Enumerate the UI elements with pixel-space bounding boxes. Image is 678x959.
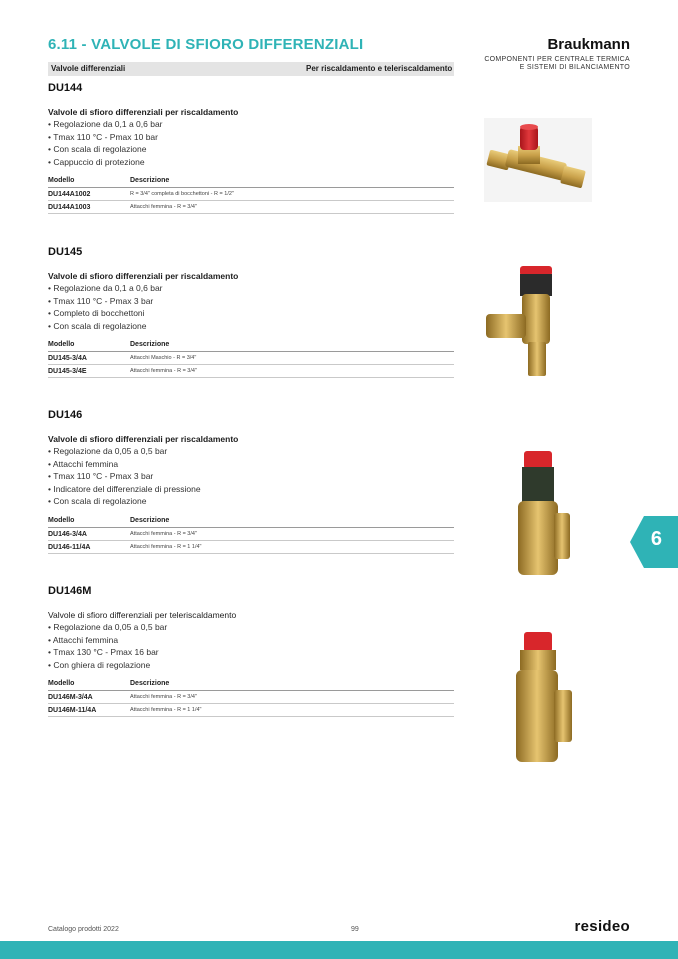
model-table — [48, 341, 454, 378]
feature-item: • Cappuccio di protezione — [48, 156, 454, 169]
product-title: Valvole di sfioro differenziali per teleriscaldamento — [48, 610, 237, 620]
model-cell: DU144A1003 — [48, 204, 91, 211]
description-cell: R = 3/4" completa di bocchettoni - R = 1/2" — [130, 191, 234, 197]
feature-item: • Completo di bocchettoni — [48, 307, 454, 320]
column-header-model: Modello — [48, 680, 75, 687]
description-cell: Attacchi femmina - R = 3/4" — [130, 530, 197, 537]
feature-item: • Regolazione da 0,1 a 0,6 bar — [48, 282, 454, 295]
feature-item: • Tmax 110 °C - Pmax 3 bar — [48, 295, 454, 308]
table-row — [48, 691, 454, 704]
application-label: Per riscaldamento e teleriscaldamento — [306, 64, 453, 73]
resideo-logo: resideo — [574, 918, 630, 935]
valve-du145-image — [484, 264, 580, 382]
model-cell: DU145-3/4E — [48, 368, 87, 375]
product-title: Valvole di sfioro differenziali per riscaldamento — [48, 271, 239, 281]
feature-item: • Regolazione da 0,05 a 0,5 bar — [48, 621, 454, 634]
catalog-label: Catalogo prodotti 2022 — [48, 926, 119, 933]
model-cell: DU144A1002 — [48, 191, 91, 198]
valve-du144-image — [484, 118, 592, 202]
feature-item: • Indicatore del differenziale di pressione — [48, 483, 454, 496]
table-row — [48, 201, 454, 214]
product-section-du145 — [48, 246, 454, 378]
column-header-model: Modello — [48, 177, 75, 184]
table-row — [48, 704, 454, 717]
model-cell: DU146-11/4A — [48, 543, 91, 551]
product-code: DU146M — [48, 585, 92, 597]
table-row — [48, 352, 454, 365]
description-cell: Attacchi femmina - R = 3/4" — [130, 368, 197, 374]
feature-item: • Tmax 110 °C - Pmax 10 bar — [48, 131, 454, 144]
description-cell: Attacchi femmina - R = 1 1/4" — [130, 707, 202, 713]
valve-du146-image — [508, 449, 572, 579]
product-code: DU146 — [48, 409, 83, 421]
feature-item: • Attacchi femmina — [48, 458, 454, 471]
category-bar — [48, 62, 454, 76]
chapter-number: 6 — [650, 528, 662, 550]
description-cell: Attacchi femmina - R = 3/4" — [130, 694, 197, 700]
table-header — [48, 680, 454, 691]
feature-item: • Con scala di regolazione — [48, 143, 454, 156]
brand-subtitle — [484, 56, 630, 72]
feature-item: • Tmax 110 °C - Pmax 3 bar — [48, 470, 454, 483]
description-cell: Attacchi femmina - R = 3/4" — [130, 204, 197, 210]
feature-item: • Attacchi femmina — [48, 634, 454, 647]
product-section-du146 — [48, 409, 454, 554]
model-table — [48, 680, 454, 717]
feature-list — [48, 445, 454, 508]
brand-logo: Braukmann — [547, 36, 630, 53]
column-header-description: Descrizione — [130, 177, 170, 184]
column-header-description: Descrizione — [130, 516, 170, 524]
model-cell: DU146-3/4A — [48, 530, 87, 538]
table-row — [48, 188, 454, 201]
table-row — [48, 528, 454, 541]
feature-item: • Con ghiera di regolazione — [48, 659, 454, 672]
column-header-description: Descrizione — [130, 680, 170, 687]
product-section-du146m — [48, 585, 454, 717]
feature-item: • Con scala di regolazione — [48, 495, 454, 508]
column-header-model: Modello — [48, 341, 75, 348]
feature-list — [48, 282, 454, 332]
valve-du146m-image — [506, 630, 574, 766]
product-title: Valvole di sfioro differenziali per riscaldamento — [48, 107, 239, 117]
model-cell: DU145-3/4A — [48, 355, 87, 362]
table-header — [48, 177, 454, 188]
page-number: 99 — [351, 926, 359, 933]
table-row — [48, 541, 454, 554]
category-label: Valvole differenziali — [51, 64, 126, 73]
model-table — [48, 177, 454, 214]
description-cell: Attacchi femmina - R = 1 1/4" — [130, 543, 202, 550]
brand-subtitle-line-2: E SISTEMI DI BILANCIAMENTO — [519, 64, 630, 71]
product-title: Valvole di sfioro differenziali per riscaldamento — [48, 434, 239, 444]
model-cell: DU146M-11/4A — [48, 707, 97, 714]
feature-list — [48, 621, 454, 671]
model-cell: DU146M-3/4A — [48, 694, 93, 701]
table-header — [48, 341, 454, 352]
feature-item: • Tmax 130 °C - Pmax 16 bar — [48, 646, 454, 659]
feature-list — [48, 118, 454, 168]
feature-item: • Regolazione da 0,1 a 0,6 bar — [48, 118, 454, 131]
feature-item: • Regolazione da 0,05 a 0,5 bar — [48, 445, 454, 458]
page-title: 6.11 - VALVOLE DI SFIORO DIFFERENZIALI — [48, 36, 364, 53]
feature-item: • Con scala di regolazione — [48, 320, 454, 333]
product-section-du144 — [48, 82, 454, 214]
product-code: DU144 — [48, 82, 83, 94]
column-header-model: Modello — [48, 516, 75, 524]
product-code: DU145 — [48, 246, 83, 258]
table-header — [48, 517, 454, 528]
footer-bar — [0, 941, 678, 959]
description-cell: Attacchi Maschio - R = 3/4" — [130, 355, 197, 361]
model-table — [48, 517, 454, 554]
brand-subtitle-line-1: COMPONENTI PER CENTRALE TERMICA — [484, 56, 630, 63]
table-row — [48, 365, 454, 378]
column-header-description: Descrizione — [130, 341, 170, 348]
